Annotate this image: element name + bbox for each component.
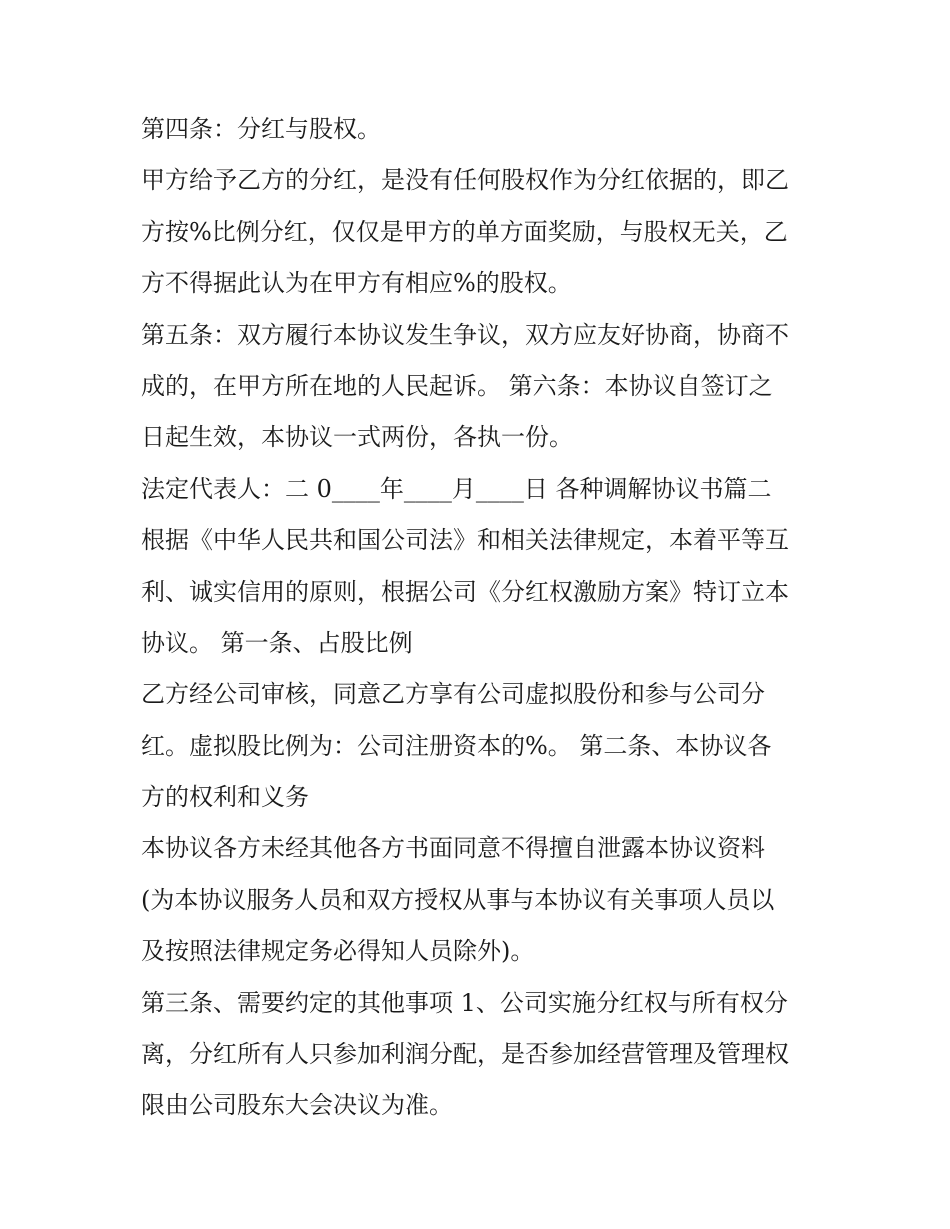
text-line: 离，分红所有人只参加利润分配，是否参加经营管理及管理权: [141, 1040, 789, 1069]
text-line: 方的权利和义务: [141, 783, 309, 812]
text-line: 第三条、需要约定的其他事项 1、公司实施分红权与所有权分: [141, 988, 788, 1017]
text-line: 本协议各方未经其他各方书面同意不得擅自泄露本协议资料: [141, 834, 765, 863]
text-line: 限由公司股东大会决议为准。: [141, 1091, 453, 1120]
text-line: 利、诚实信用的原则，根据公司《分红权激励方案》特订立本: [141, 577, 789, 606]
text-line: 及按照法律规定务必得知人员除外)。: [141, 937, 535, 966]
text-line: 根据《中华人民共和国公司法》和相关法律规定，本着平等互: [141, 526, 789, 555]
text-line: 方按%比例分红，仅仅是甲方的单方面奖励，与股权无关，乙: [141, 217, 788, 246]
document-body: [141, 104, 821, 1132]
text-line: 协议。 第一条、占股比例: [141, 628, 413, 657]
text-line: 乙方经公司审核，同意乙方享有公司虚拟股份和参与公司分: [141, 680, 765, 709]
text-line: 日起生效，本协议一式两份，各执一份。: [141, 423, 573, 452]
text-line: 甲方给予乙方的分红，是没有任何股权作为分红依据的，即乙: [141, 166, 789, 195]
text-line: (为本协议服务人员和双方授权从事与本协议有关事项人员以: [141, 885, 775, 914]
text-line: 第五条：双方履行本协议发生争议，双方应友好协商，协商不: [141, 320, 789, 349]
text-line: 第四条：分红与股权。: [141, 115, 381, 143]
text-line: 法定代表人：二 0____年____月____日 各种调解协议书篇二: [141, 474, 772, 503]
text-line: 方不得据此认为在甲方有相应%的股权。: [141, 269, 572, 298]
text-line: 红。虚拟股比例为：公司注册资本的%。 第二条、本协议各: [141, 731, 772, 760]
text-line: 成的，在甲方所在地的人民起诉。 第六条：本协议自签订之: [141, 371, 773, 400]
